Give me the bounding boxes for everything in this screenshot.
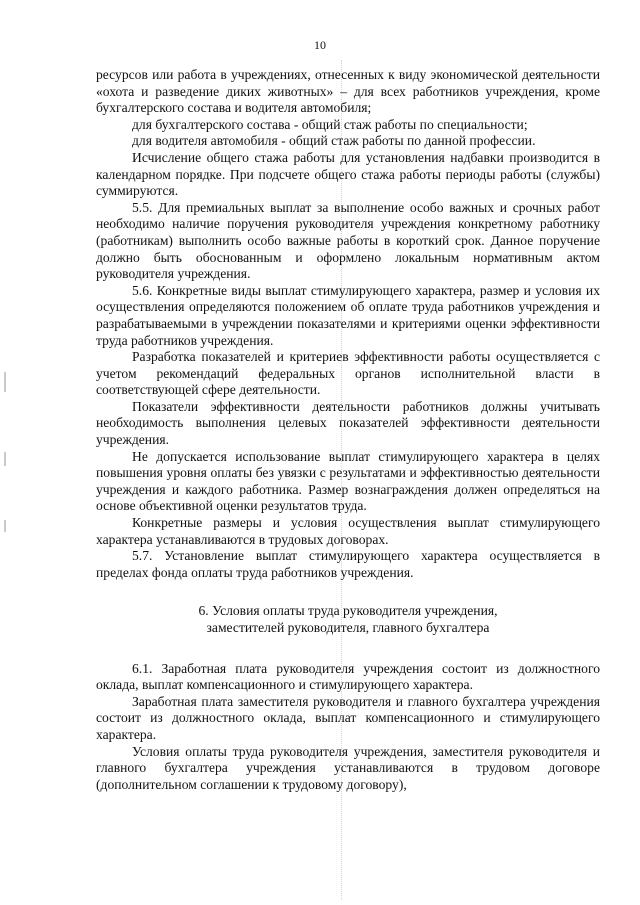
paragraph-5-6: 5.6. Конкретные виды выплат стимулирующего характера, размер и условия их осуществления определяются положением об оплате труда работников учреждения и разрабатываемыми в учреждении показателями и критериями оценки эффективности труда работников учреждения.: [96, 282, 600, 348]
paragraph-5-7: 5.7. Установление выплат стимулирующего характера осуществляется в пределах фонда оплаты труда работников учреждения.: [96, 548, 600, 580]
paragraph-6-1: 6.1. Заработная плата руководителя учреждения состоит из должностного оклада, выплат компенсационного и стимулирующего характера.: [96, 660, 600, 693]
scan-artifact: [4, 372, 6, 392]
section-heading-line: заместителей руководителя, главного бухгалтера: [206, 620, 490, 635]
scan-artifact: [4, 520, 6, 532]
paragraph: Разработка показателей и критериев эффективности работы осуществляется с учетом рекомендаций федеральных органов исполнительной власти в соответствующей сфере деятельности.: [96, 349, 600, 398]
paragraph: Заработная плата заместителя руководителя и главного бухгалтера учреждения состоит из должностного оклада, выплат компенсационного и стимулирующего характера.: [96, 693, 600, 742]
paragraph: Показатели эффективности деятельности работников должны учитывать необходимость выполнения целевых показателей эффективности деятельности учреждения.: [96, 398, 600, 448]
paragraph: Конкретные размеры и условия осуществления выплат стимулирующего характера устанавливаются в трудовых договорах.: [96, 515, 600, 547]
section-heading-line: 6. Условия оплаты труда руководителя учреждения,: [198, 603, 498, 619]
paragraph: ресурсов или работа в учреждениях, отнесенных к виду экономической деятельности «охота и разведение диких животных» – для всех работников учреждения, кроме бухгалтерского состава и водителя автомобиля;: [96, 67, 600, 116]
paragraph: Не допускается использование выплат стимулирующего характера в целях повышения уровня оплаты без увязки с результатами и эффективностью деятельности учреждения и каждого работника. Размер вознаграждения должен определяться на основе объективной оценки результатов труда.: [96, 448, 600, 514]
paragraph: Условия оплаты труда руководителя учреждения, заместителя руководителя и главного бухгалтера учреждения устанавливаются в трудовом договоре (дополнительном соглашении к трудовому договору),: [96, 743, 600, 792]
page-number: 10: [314, 38, 326, 52]
document-body: [96, 67, 600, 793]
paragraph: для водителя автомобиля - общий стаж работы по данной профессии.: [132, 133, 536, 149]
scan-artifact: [4, 452, 6, 466]
paragraph: для бухгалтерского состава - общий стаж работы по специальности;: [132, 116, 528, 132]
paragraph-5-5: 5.5. Для премиальных выплат за выполнение особо важных и срочных работ необходимо наличие поручения руководителя учреждения конкретному работнику (работникам) выполнить особо важные работы в короткий срок. Данное поручение должно быть обоснованным и оформлено локальным нормативным актом руководителя учреждения.: [96, 199, 600, 282]
paragraph: Исчисление общего стажа работы для установления надбавки производится в календарном порядке. При подсчете общего стажа работы периоды работы (службы) суммируются.: [96, 149, 600, 199]
section-heading: [96, 603, 600, 636]
